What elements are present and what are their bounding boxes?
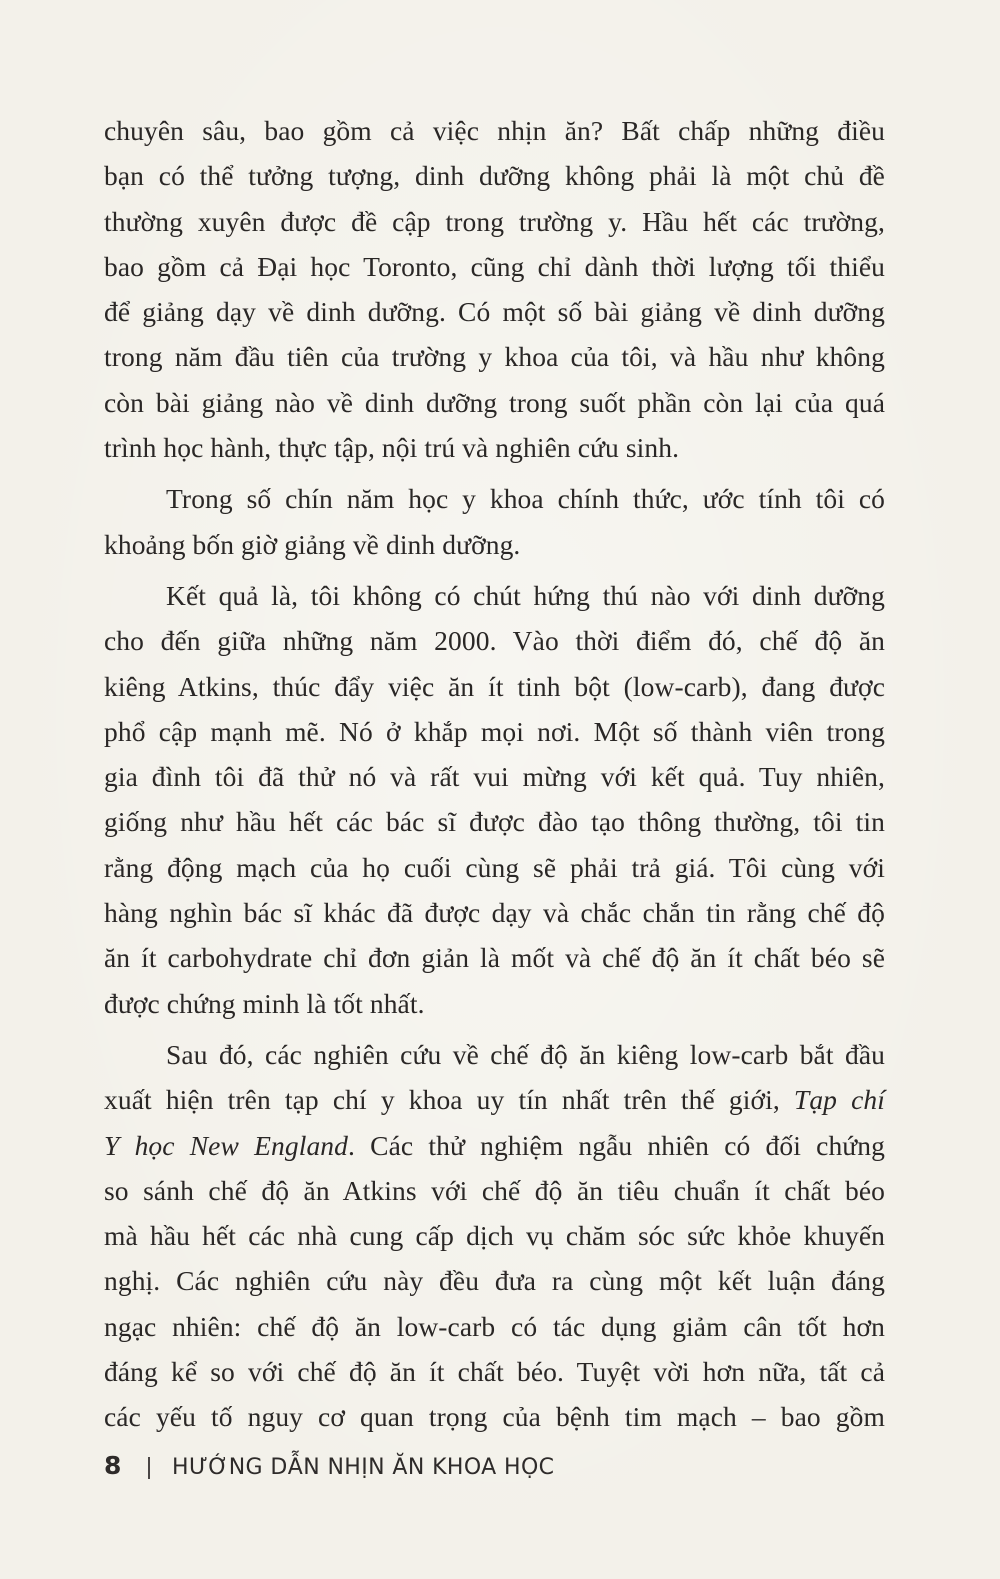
text-line <box>104 1123 885 1168</box>
text-line: phổ cập mạnh mẽ. Nó ở khắp mọi nơi. Một số thành viên trong <box>104 715 885 747</box>
text-line: ngạc nhiên: chế độ ăn low-carb có tác dụng giảm cân tốt hơn <box>104 1310 885 1342</box>
text-line: bao gồm cả Đại học Toronto, cũng chỉ dành thời lượng tối thiểu <box>104 250 885 282</box>
footer-divider <box>148 1457 150 1479</box>
text-line: trong năm đầu tiên của trường y khoa của tôi, và hầu như không <box>104 341 885 373</box>
text-line: còn bài giảng nào về dinh dưỡng trong suốt phần còn lại của quá <box>104 386 885 418</box>
text-line: khoảng bốn giờ giảng về dinh dưỡng. <box>104 528 521 560</box>
journal-title-italic: Tạp chí <box>793 1084 885 1116</box>
paragraph-2 <box>104 476 885 567</box>
text-line: Sau đó, các nghiên cứu về chế độ ăn kiêng low-carb bắt đầu <box>166 1038 885 1070</box>
text-segment: . Các thử nghiệm ngẫu nhiên có đối chứng <box>348 1129 885 1161</box>
body-text <box>104 108 885 1440</box>
text-line: trình học hành, thực tập, nội trú và nghiên cứu sinh. <box>104 432 680 464</box>
text-line: bạn có thể tưởng tượng, dinh dưỡng không phải là một chủ đề <box>104 160 885 192</box>
text-line: đáng kể so với chế độ ăn ít chất béo. Tuyệt vời hơn nữa, tất cả <box>104 1356 885 1388</box>
text-line: Kết quả là, tôi không có chút hứng thú nào với dinh dưỡng <box>166 579 885 611</box>
page-number: 8 <box>104 1451 122 1480</box>
text-line: các yếu tố nguy cơ quan trọng của bệnh tim mạch – bao gồm <box>104 1401 885 1433</box>
running-title: HƯỚNG DẪN NHỊN ĂN KHOA HỌC <box>172 1455 555 1480</box>
text-line: kiêng Atkins, thúc đẩy việc ăn ít tinh bột (low-carb), đang được <box>104 670 885 702</box>
text-line: để giảng dạy về dinh dưỡng. Có một số bài giảng về dinh dưỡng <box>104 296 885 328</box>
text-line: rằng động mạch của họ cuối cùng sẽ phải trả giá. Tôi cùng với <box>104 851 885 883</box>
text-line <box>104 1077 885 1122</box>
text-line: cho đến giữa những năm 2000. Vào thời điểm đó, chế độ ăn <box>104 625 885 657</box>
paragraph-4 <box>104 1032 885 1440</box>
text-line: gia đình tôi đã thử nó và rất vui mừng với kết quả. Tuy nhiên, <box>104 761 885 793</box>
text-line: được chứng minh là tốt nhất. <box>104 987 425 1019</box>
journal-title-italic: Y học New England <box>104 1129 348 1161</box>
paragraph-3 <box>104 573 885 1026</box>
text-line: chuyên sâu, bao gồm cả việc nhịn ăn? Bất chấp những điều <box>104 115 885 146</box>
text-line: nghị. Các nghiên cứu này đều đưa ra cùng một kết luận đáng <box>104 1265 885 1297</box>
text-line: thường xuyên được đề cập trong trường y. Hầu hết các trường, <box>104 205 885 237</box>
text-line: giống như hầu hết các bác sĩ được đào tạo thông thường, tôi tin <box>104 806 885 838</box>
text-line: so sánh chế độ ăn Atkins với chế độ ăn tiêu chuẩn ít chất béo <box>104 1174 885 1206</box>
page-footer <box>104 1446 554 1486</box>
text-line: mà hầu hết các nhà cung cấp dịch vụ chăm sóc sức khỏe khuyến <box>104 1220 885 1252</box>
text-line: ăn ít carbohydrate chỉ đơn giản là mốt và chế độ ăn ít chất béo sẽ <box>104 942 885 974</box>
paragraph-1 <box>104 108 885 470</box>
text-segment: xuất hiện trên tạp chí y khoa uy tín nhất trên thế giới, <box>104 1084 780 1116</box>
text-line: Trong số chín năm học y khoa chính thức, ước tính tôi có <box>166 483 885 515</box>
text-line: hàng nghìn bác sĩ khác đã được dạy và chắc chắn tin rằng chế độ <box>104 897 885 929</box>
